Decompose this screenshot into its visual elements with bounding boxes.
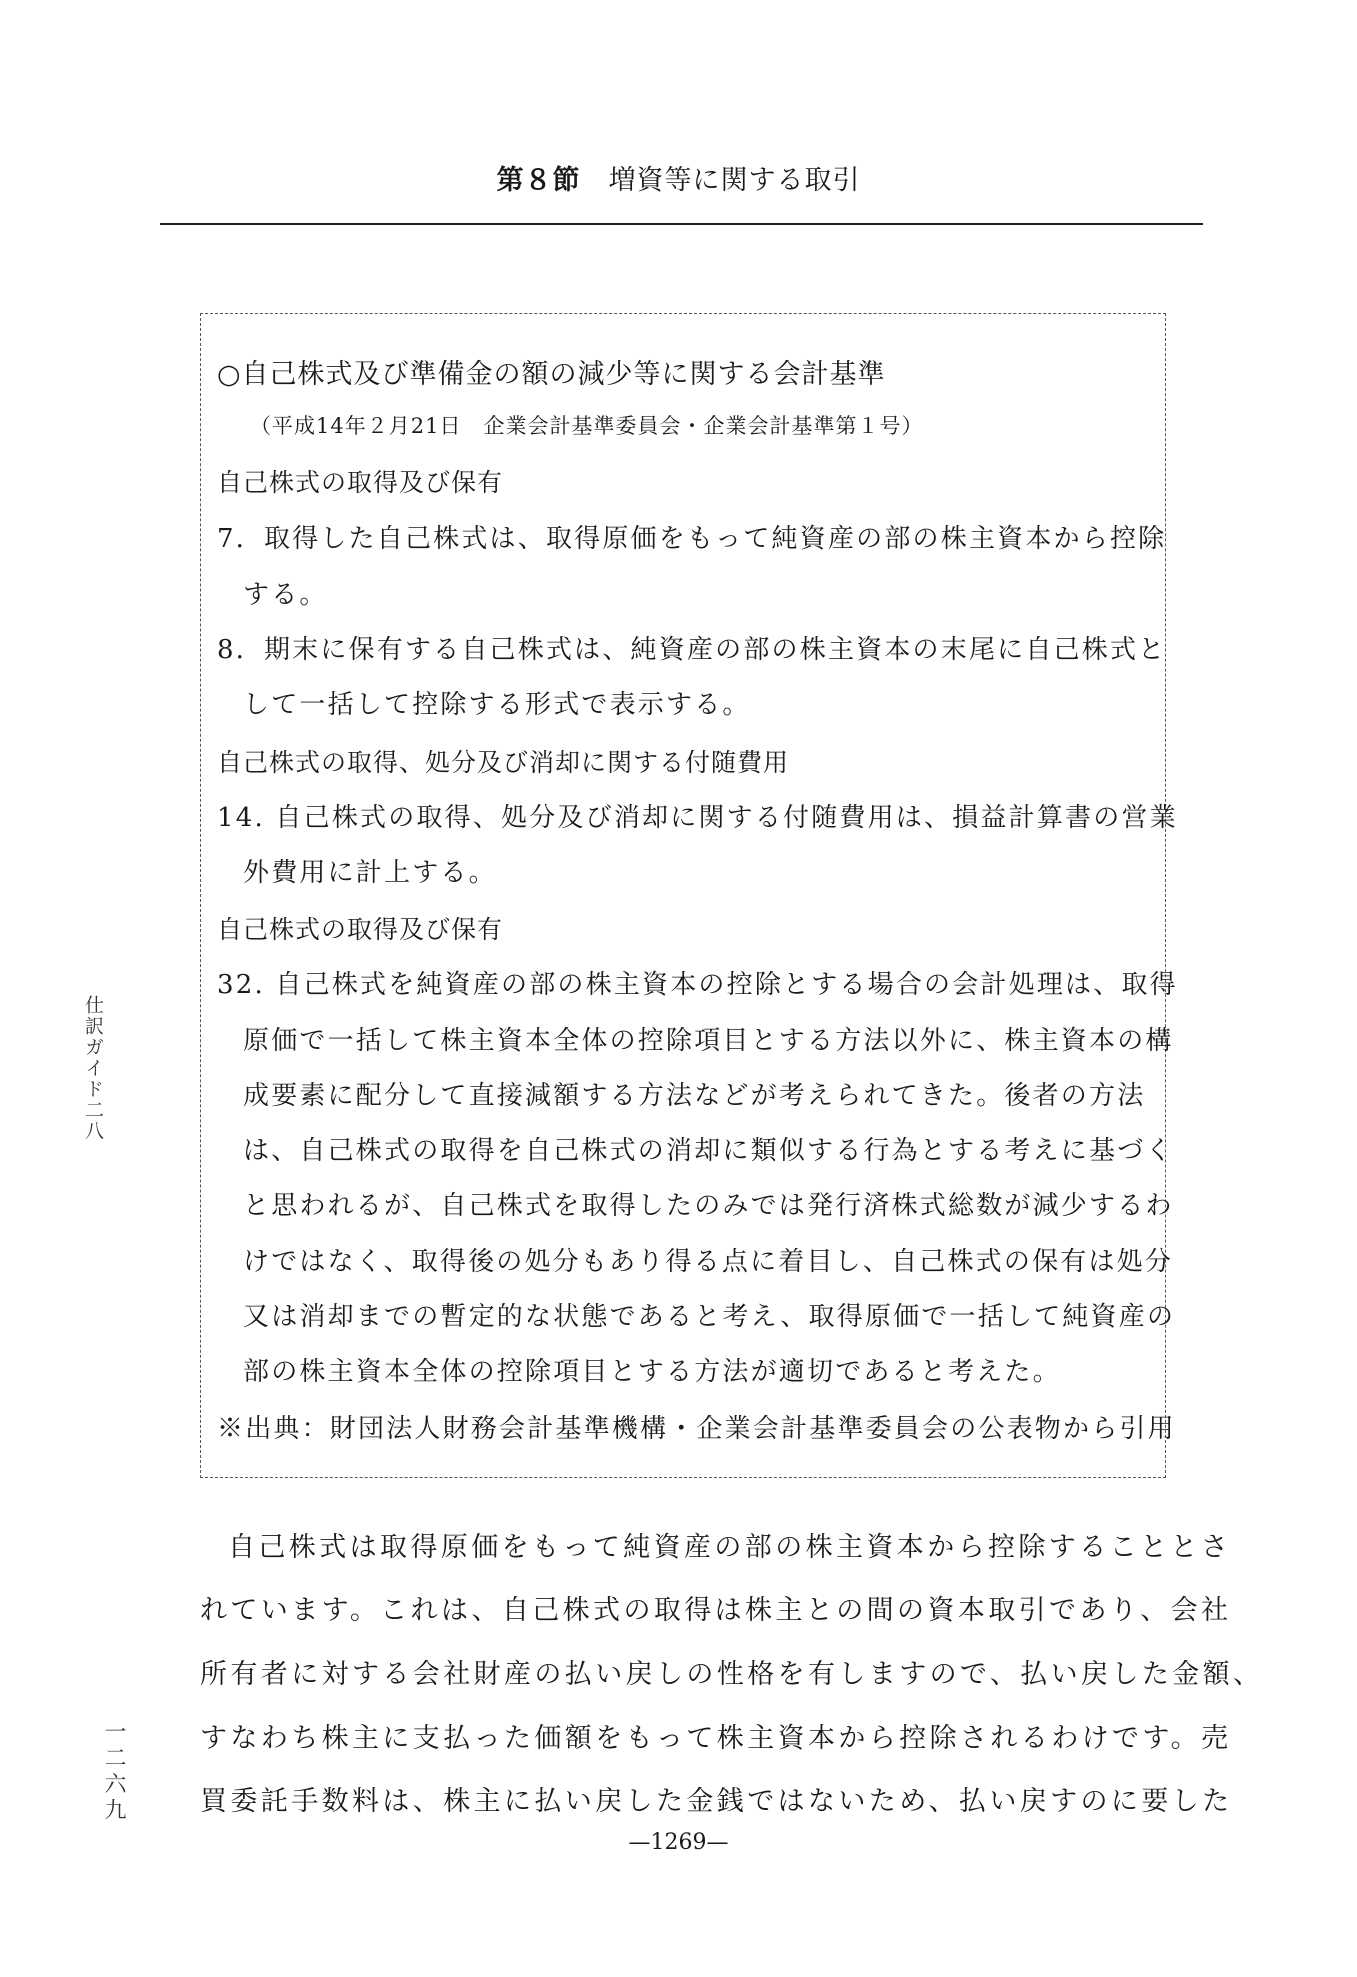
section-header [0,158,1357,197]
body-line: 自己株式は取得原価をもって純資産の部の株主資本から控除することとさ [228,1532,1232,1563]
quote-paragraph-line: と思われるが、自己株式を取得したのみでは発行済株式総数が減少するわ [243,1191,1174,1221]
quote-paragraph-line: けではなく、取得後の処分もあり得る点に着目し、自己株式の保有は処分 [243,1247,1174,1277]
quote-paragraph-line: 原価で一括して株主資本全体の控除項目とする方法以外に、株主資本の構 [243,1026,1174,1056]
page-number: —1269— [628,1830,729,1855]
quote-heading: 自己株式の取得及び保有 [217,468,504,497]
quote-paragraph-line: 32. 自己株式を純資産の部の株主資本の控除とする場合の会計処理は、取得 [217,970,1178,1000]
body-line: 買委託手数料は、株主に払い戻した金銭ではないため、払い戻すのに要した [200,1786,1233,1817]
section-title: 増資等に関する取引 [608,165,861,196]
quote-paragraph-line: 又は消却までの暫定的な状態であると考え、取得原価で一括して純資産の [243,1302,1176,1332]
body-line: 所有者に対する会社財産の払い戻しの性格を有しますので、払い戻した金額、 [200,1659,1264,1690]
quote-paragraph-line: 成要素に配分して直接減額する方法などが考えられてきた。後者の方法 [243,1081,1146,1111]
quote-paragraph-line: 14. 自己株式の取得、処分及び消却に関する付随費用は、損益計算書の営業 [217,803,1178,833]
section-number: 第８節 [496,165,581,196]
side-kanji-page-number: 一二六九 [101,1720,126,1824]
quote-paragraph-line: して一括して控除する形式で表示する。 [243,690,751,720]
quote-paragraph-line: 7．取得した自己株式は、取得原価をもって純資産の部の株主資本から控除 [217,524,1167,554]
quote-paragraph-line: は、自己株式の取得を自己株式の消却に類似する行為とする考えに基づく [243,1136,1174,1166]
quote-title: ○自己株式及び準備金の額の減少等に関する会計基準 [217,359,886,390]
quote-heading: 自己株式の取得、処分及び消却に関する付随費用 [217,748,790,777]
quote-paragraph-line: 外費用に計上する。 [243,858,497,888]
quote-heading: 自己株式の取得及び保有 [217,915,504,944]
quote-paragraph-line: 8．期末に保有する自己株式は、純資産の部の株主資本の末尾に自己株式と [217,635,1167,665]
side-guide-label: 仕訳ガイド二八 [82,995,104,1142]
quote-paragraph-line: 部の株主資本全体の控除項目とする方法が適切であると考えた。 [243,1357,1061,1387]
body-line: すなわち株主に支払った価額をもって株主資本から控除されるわけです。売 [200,1723,1232,1754]
quote-paragraph-line: する。 [243,580,328,610]
header-rule [160,223,1203,225]
quote-subtitle: （平成14年２月21日 企業会計基準委員会・企業会計基準第１号） [250,414,924,438]
body-line: れています。これは、自己株式の取得は株主との間の資本取引であり、会社 [200,1595,1232,1626]
quote-source: ※出典：財団法人財務会計基準機構・企業会計基準委員会の公表物から引用 [217,1414,1176,1444]
